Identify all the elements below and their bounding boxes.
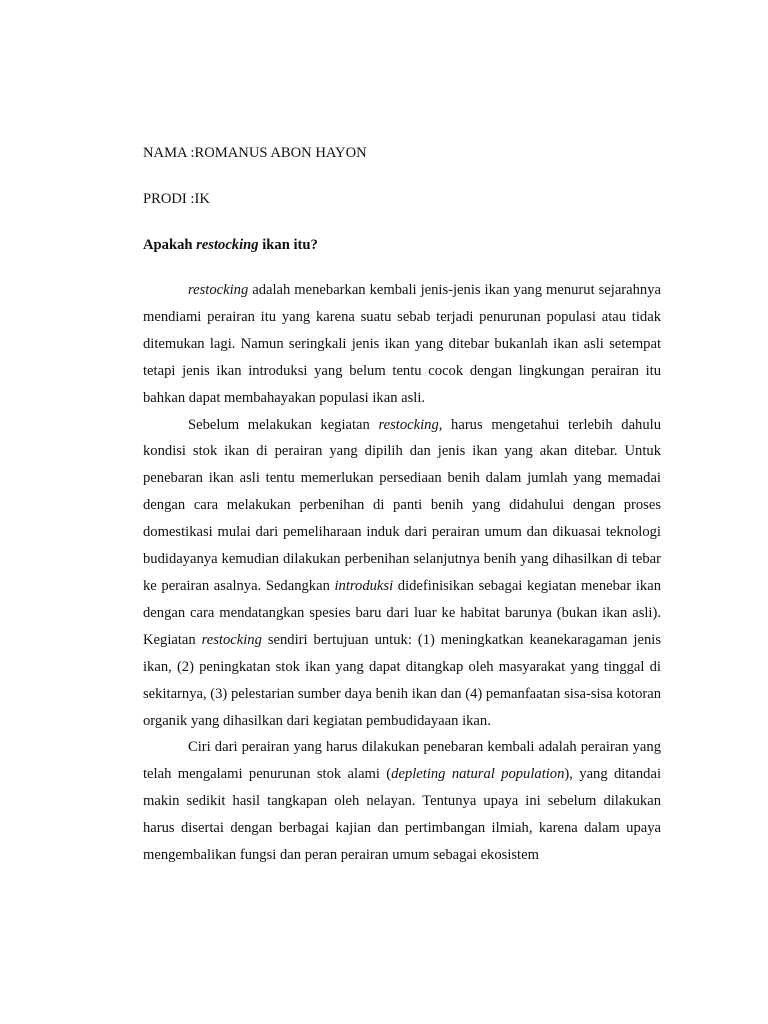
p2-term-restocking-2: restocking (201, 631, 262, 648)
paragraph-2 (143, 412, 661, 735)
p1-term-restocking: restocking (188, 282, 249, 298)
heading-text-pre: Apakah (143, 237, 197, 253)
section-heading (143, 235, 661, 255)
document-page (143, 143, 661, 869)
heading-text-post: ikan itu? (258, 237, 318, 253)
p2-term-introduksi: introduksi (334, 577, 394, 594)
student-name-line: NAMA :ROMANUS ABON HAYON (143, 145, 367, 161)
p2-text-a: Sebelum melakukan kegiatan (188, 416, 379, 433)
paragraph-1 (143, 277, 661, 412)
paragraph-3 (143, 734, 661, 869)
p3-text-b: ), yang ditandai makin sedikit hasil tangkapan oleh nelayan. Tentunya upaya ini sebelum dilakukan harus disertai dengan berbagai kajian dan pertimbangan ilmiah, karena dalam upaya mengembalikan fungsi dan peran perairan umum sebagai ekosistem (143, 766, 661, 864)
p2-text-d: sendiri bertujuan untuk: (1) meningkatkan keanekaragaman jenis ikan, (2) peningkatan stok ikan yang dapat ditangkap oleh masyarakat yang tinggal di sekitarnya, (3) pelestarian sumber daya benih ikan dan (4) pemanfaatan sisa-sisa kotoran organik yang dihasilkan dari kegiatan pembudidayaan ikan. (143, 631, 661, 729)
heading-text-italic: restocking (196, 237, 259, 253)
p2-text-c: didefinisikan sebagai kegiatan menebar ikan dengan cara mendatangkan spesies baru dari luar ke habitat barunya (bukan ikan asli). Kegiatan (143, 577, 661, 648)
p1-text: adalah menebarkan kembali jenis-jenis ikan yang menurut sejarahnya mendiami perairan itu yang karena suatu sebab terjadi penurunan populasi atau tidak ditemukan lagi. Namun seringkali jenis ikan yang ditebar bukanlah ikan asli setempat tetapi jenis ikan introduksi yang belum tentu cocok dengan lingkungan perairan itu bahkan dapat membahayakan populasi ikan asli. (143, 282, 661, 406)
body-text (143, 277, 661, 869)
p2-text-b: , harus mengetahui terlebih dahulu kondisi stok ikan di perairan yang dipilih dan jenis ikan yang akan ditebar. Untuk penebaran ikan asli tentu memerlukan persediaan benih dalam jumlah yang memadai dengan cara melakukan perbenihan di panti benih yang didahului dengan proses domestikasi mulai dari pemeliharaan induk dari perairan umum dan dikuasai teknologi budidayanya kemudian dilakukan perbenihan selanjutnya benih yang dihasilkan di tebar ke perairan asalnya. Sedangkan (143, 416, 661, 594)
study-program-line: PRODI :IK (143, 191, 210, 207)
p3-term-depleting: depleting natural population (391, 766, 565, 783)
p3-text-a: Ciri dari perairan yang harus dilakukan penebaran kembali adalah perairan yang telah mengalami penurunan stok alami ( (143, 739, 661, 783)
p2-term-restocking: restocking (378, 416, 439, 433)
